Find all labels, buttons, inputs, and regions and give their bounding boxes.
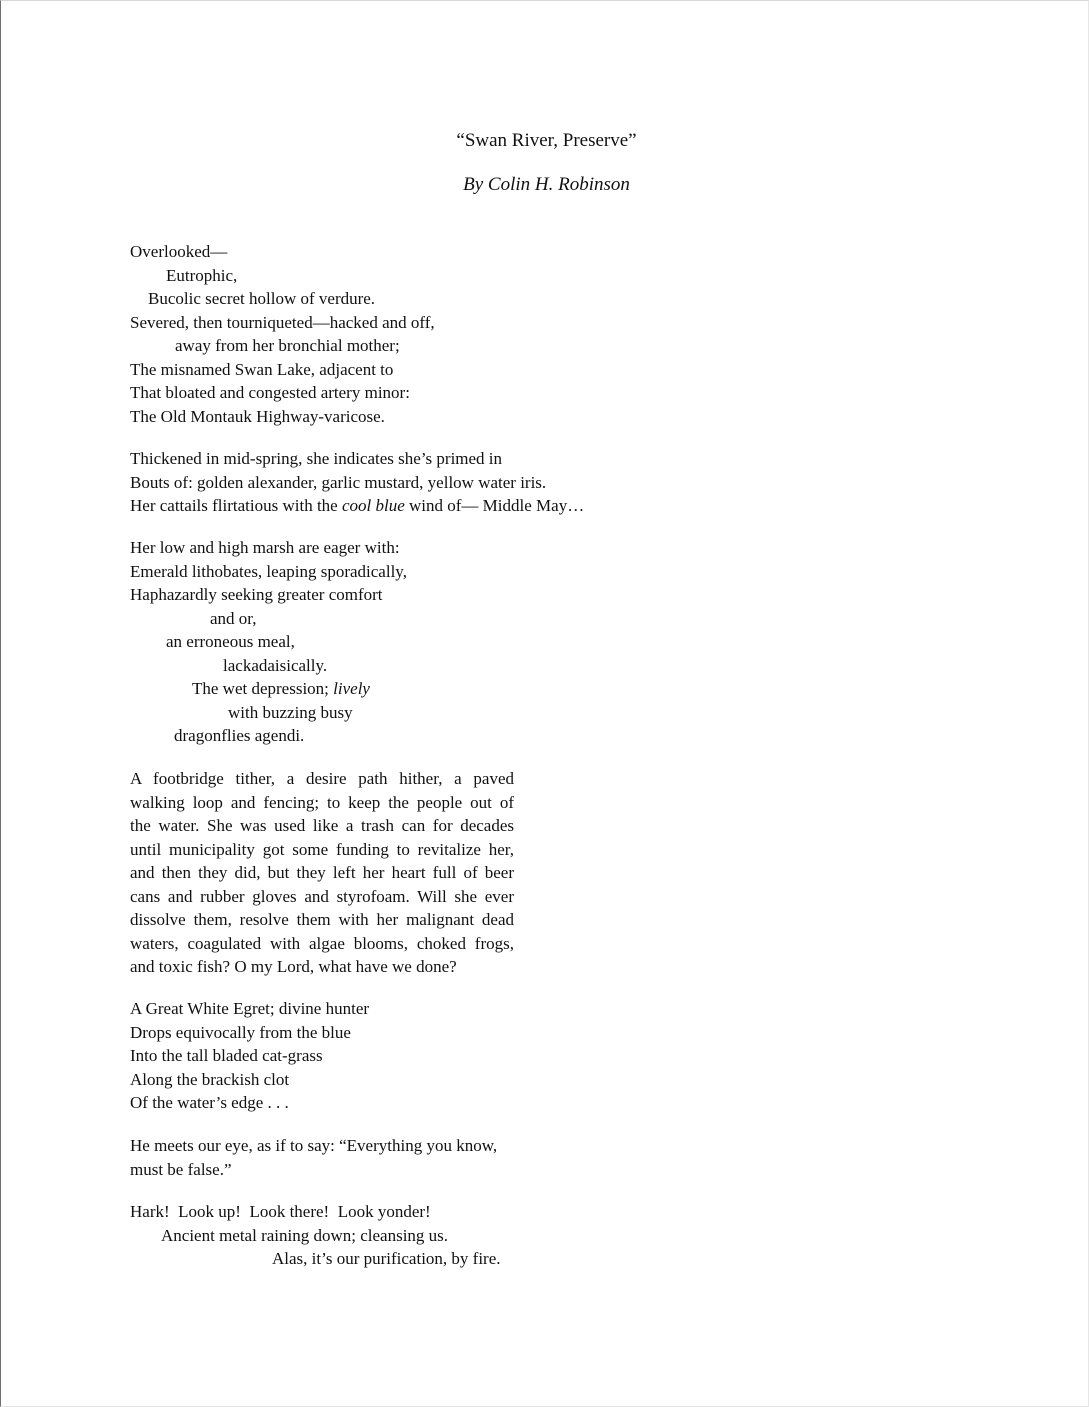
stanza5-line2: Drops equivocally from the blue — [130, 1022, 351, 1042]
stanza4-paragraph — [130, 767, 514, 979]
poem-byline — [1, 173, 1089, 197]
stanza3-line7-part1: The wet depression; — [192, 679, 334, 698]
poem-byline-text: By Colin H. Robinson — [463, 174, 630, 195]
stanza4-line1: A footbridge tither, a desire path hither, a paved — [130, 769, 514, 788]
stanza4-line2: walking loop and fencing; to keep the people out of — [130, 792, 514, 812]
stanza2-line2: Bouts of: golden alexander, garlic mustard, yellow water iris. — [130, 472, 547, 492]
stanza1-line7: That bloated and congested artery minor: — [130, 383, 410, 402]
stanza4-line8: waters, coagulated with algae blooms, choked frogs, — [130, 933, 514, 953]
stanza4-line6: cans and rubber gloves and styrofoam. Will she ever — [130, 886, 514, 906]
stanza1-line1: Overlooked— — [130, 242, 228, 261]
stanza2-line3-part1: Her cattails flirtatious with the — [130, 496, 342, 515]
stanza4-line4: until municipality got some funding to revitalize her, — [130, 839, 514, 859]
stanza6-line2: must be false.” — [130, 1159, 232, 1179]
stanza2-line3-part2: wind of— Middle May… — [404, 496, 585, 515]
stanza1-line6: The misnamed Swan Lake, adjacent to — [130, 359, 394, 379]
stanza6-line1: He meets our eye, as if to say: “Everything you know, — [130, 1136, 498, 1155]
stanza4-line5: and then they did, but they left her heart full of beer — [130, 863, 514, 882]
stanza3-line7 — [192, 677, 370, 701]
stanza4-line3: the water. She was used like a trash can for decades — [130, 816, 514, 835]
poem-title — [1, 129, 1089, 153]
stanza7-line1: Hark! Look up! Look there! Look yonder! — [130, 1202, 431, 1221]
stanza3-line6: lackadaisically. — [223, 655, 328, 675]
stanza2-line1: Thickened in mid-spring, she indicates she’s primed in — [130, 449, 503, 468]
stanza3-line1: Her low and high marsh are eager with: — [130, 538, 400, 557]
stanza3-line9: dragonflies agendi. — [174, 726, 305, 745]
stanza1-line8: The Old Montauk Highway-varicose. — [130, 406, 385, 426]
stanza2-line3-emphasis: cool blue — [341, 496, 405, 515]
stanza5-line5: Of the water’s edge . . . — [130, 1093, 289, 1112]
stanza4-line9: and toxic fish? O my Lord, what have we done? — [130, 957, 457, 976]
stanza7-line3: Alas, it’s our purification, by fire. — [272, 1249, 501, 1268]
stanza7-line2: Ancient metal raining down; cleansing us. — [161, 1225, 449, 1245]
stanza2-line3 — [130, 494, 584, 518]
stanza4-line7: dissolve them, resolve them with her malignant dead — [130, 910, 514, 929]
poem-title-text: “Swan River, Preserve” — [456, 130, 637, 151]
stanza3-line2: Emerald lithobates, leaping sporadically, — [130, 561, 407, 581]
stanza1-line5: away from her bronchial mother; — [175, 336, 400, 355]
stanza5-line3: Into the tall bladed cat-grass — [130, 1046, 323, 1065]
stanza5-line1: A Great White Egret; divine hunter — [130, 999, 370, 1018]
stanza1-line4: Severed, then tourniqueted—hacked and off, — [130, 312, 435, 332]
stanza3-line4: and or, — [210, 608, 257, 628]
stanza3-line8: with buzzing busy — [228, 702, 353, 722]
stanza3-line7-emphasis: lively — [333, 679, 370, 698]
stanza1-line2: Eutrophic, — [166, 265, 238, 285]
stanza5-line4: Along the brackish clot — [130, 1069, 290, 1089]
stanza3-line3: Haphazardly seeking greater comfort — [130, 585, 383, 604]
stanza3-line5: an erroneous meal, — [166, 632, 295, 651]
stanza1-line3: Bucolic secret hollow of verdure. — [148, 289, 376, 308]
